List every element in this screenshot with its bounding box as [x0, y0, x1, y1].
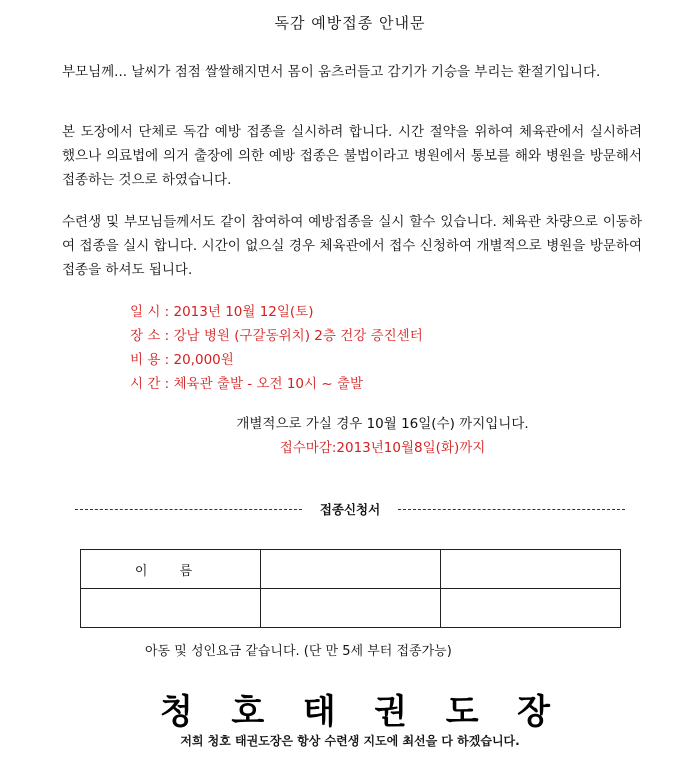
brand-char: 도: [445, 692, 479, 732]
dashed-line-left: [75, 509, 302, 510]
detail-date: 일 시 : 2013년 10월 12일(토): [130, 304, 314, 320]
greeting-paragraph: 부모님께... 날씨가 점점 쌀쌀해지면서 몸이 움츠러들고 감기가 기승을 부리는 환절기입니다.: [62, 64, 601, 80]
application-form-divider: [75, 500, 625, 518]
application-table: [80, 549, 621, 628]
dojang-slogan: 저희 청호 태권도장은 항상 수련생 지도에 최선을 다 하겠습니다.: [180, 734, 520, 748]
brand-char: 장: [517, 692, 550, 732]
detail-place: 장 소 : 강남 병원 (구갈동위치) 2층 건강 증진센터: [130, 328, 423, 344]
entry-cell[interactable]: [81, 589, 261, 628]
brand-char: 태: [302, 692, 336, 732]
entry-cell[interactable]: [261, 589, 441, 628]
notice-title: 독감 예방접종 안내문: [274, 14, 426, 32]
dojang-name: [160, 684, 550, 733]
table-row: [81, 550, 621, 589]
detail-time: 시 간 : 체육관 출발 - 오전 10시 ~ 출발: [130, 376, 364, 392]
name-entry-cell[interactable]: [261, 550, 441, 589]
detail-cost: 비 용 : 20,000원: [130, 352, 234, 368]
registration-deadline: 접수마감:2013년10월8일(화)까지: [279, 440, 486, 456]
brand-char: 청: [160, 692, 193, 732]
entry-cell[interactable]: [441, 550, 621, 589]
table-row: [81, 589, 621, 628]
individual-visit-note: 개별적으로 가실 경우 10월 16일(수) 까지입니다.: [236, 416, 529, 432]
participation-paragraph: 수련생 및 부모님들께서도 같이 참여하여 예방접종을 실시 할수 있습니다. 체육관 차량으로 이동하여 접종을 실시 합니다. 시간이 없으실 경우 체육관에서 접수 신청하여 개별적으로 병원을 방문하여 접종을 하셔도 됩니다.: [62, 214, 642, 278]
brand-char: 호: [231, 692, 265, 732]
brand-char: 권: [374, 692, 408, 732]
dashed-line-right: [398, 509, 625, 510]
event-details: [130, 300, 423, 396]
name-label-cell: 이 름: [81, 550, 261, 589]
fee-note: 아동 및 성인요금 같습니다. (단 만 5세 부터 접종가능): [145, 644, 452, 659]
entry-cell[interactable]: [441, 589, 621, 628]
vaccination-info-paragraph: 본 도장에서 단체로 독감 예방 접종을 실시하려 합니다. 시간 절약을 위하여 체육관에서 실시하려 했으나 의료법에 의거 출장에 의한 예방 접종은 불법이라고 병원에서 통보를 해와 병원을 방문해서 접종하는 것으로 하였습니다.: [62, 124, 642, 188]
application-form-title: 접종신청서: [319, 502, 381, 517]
